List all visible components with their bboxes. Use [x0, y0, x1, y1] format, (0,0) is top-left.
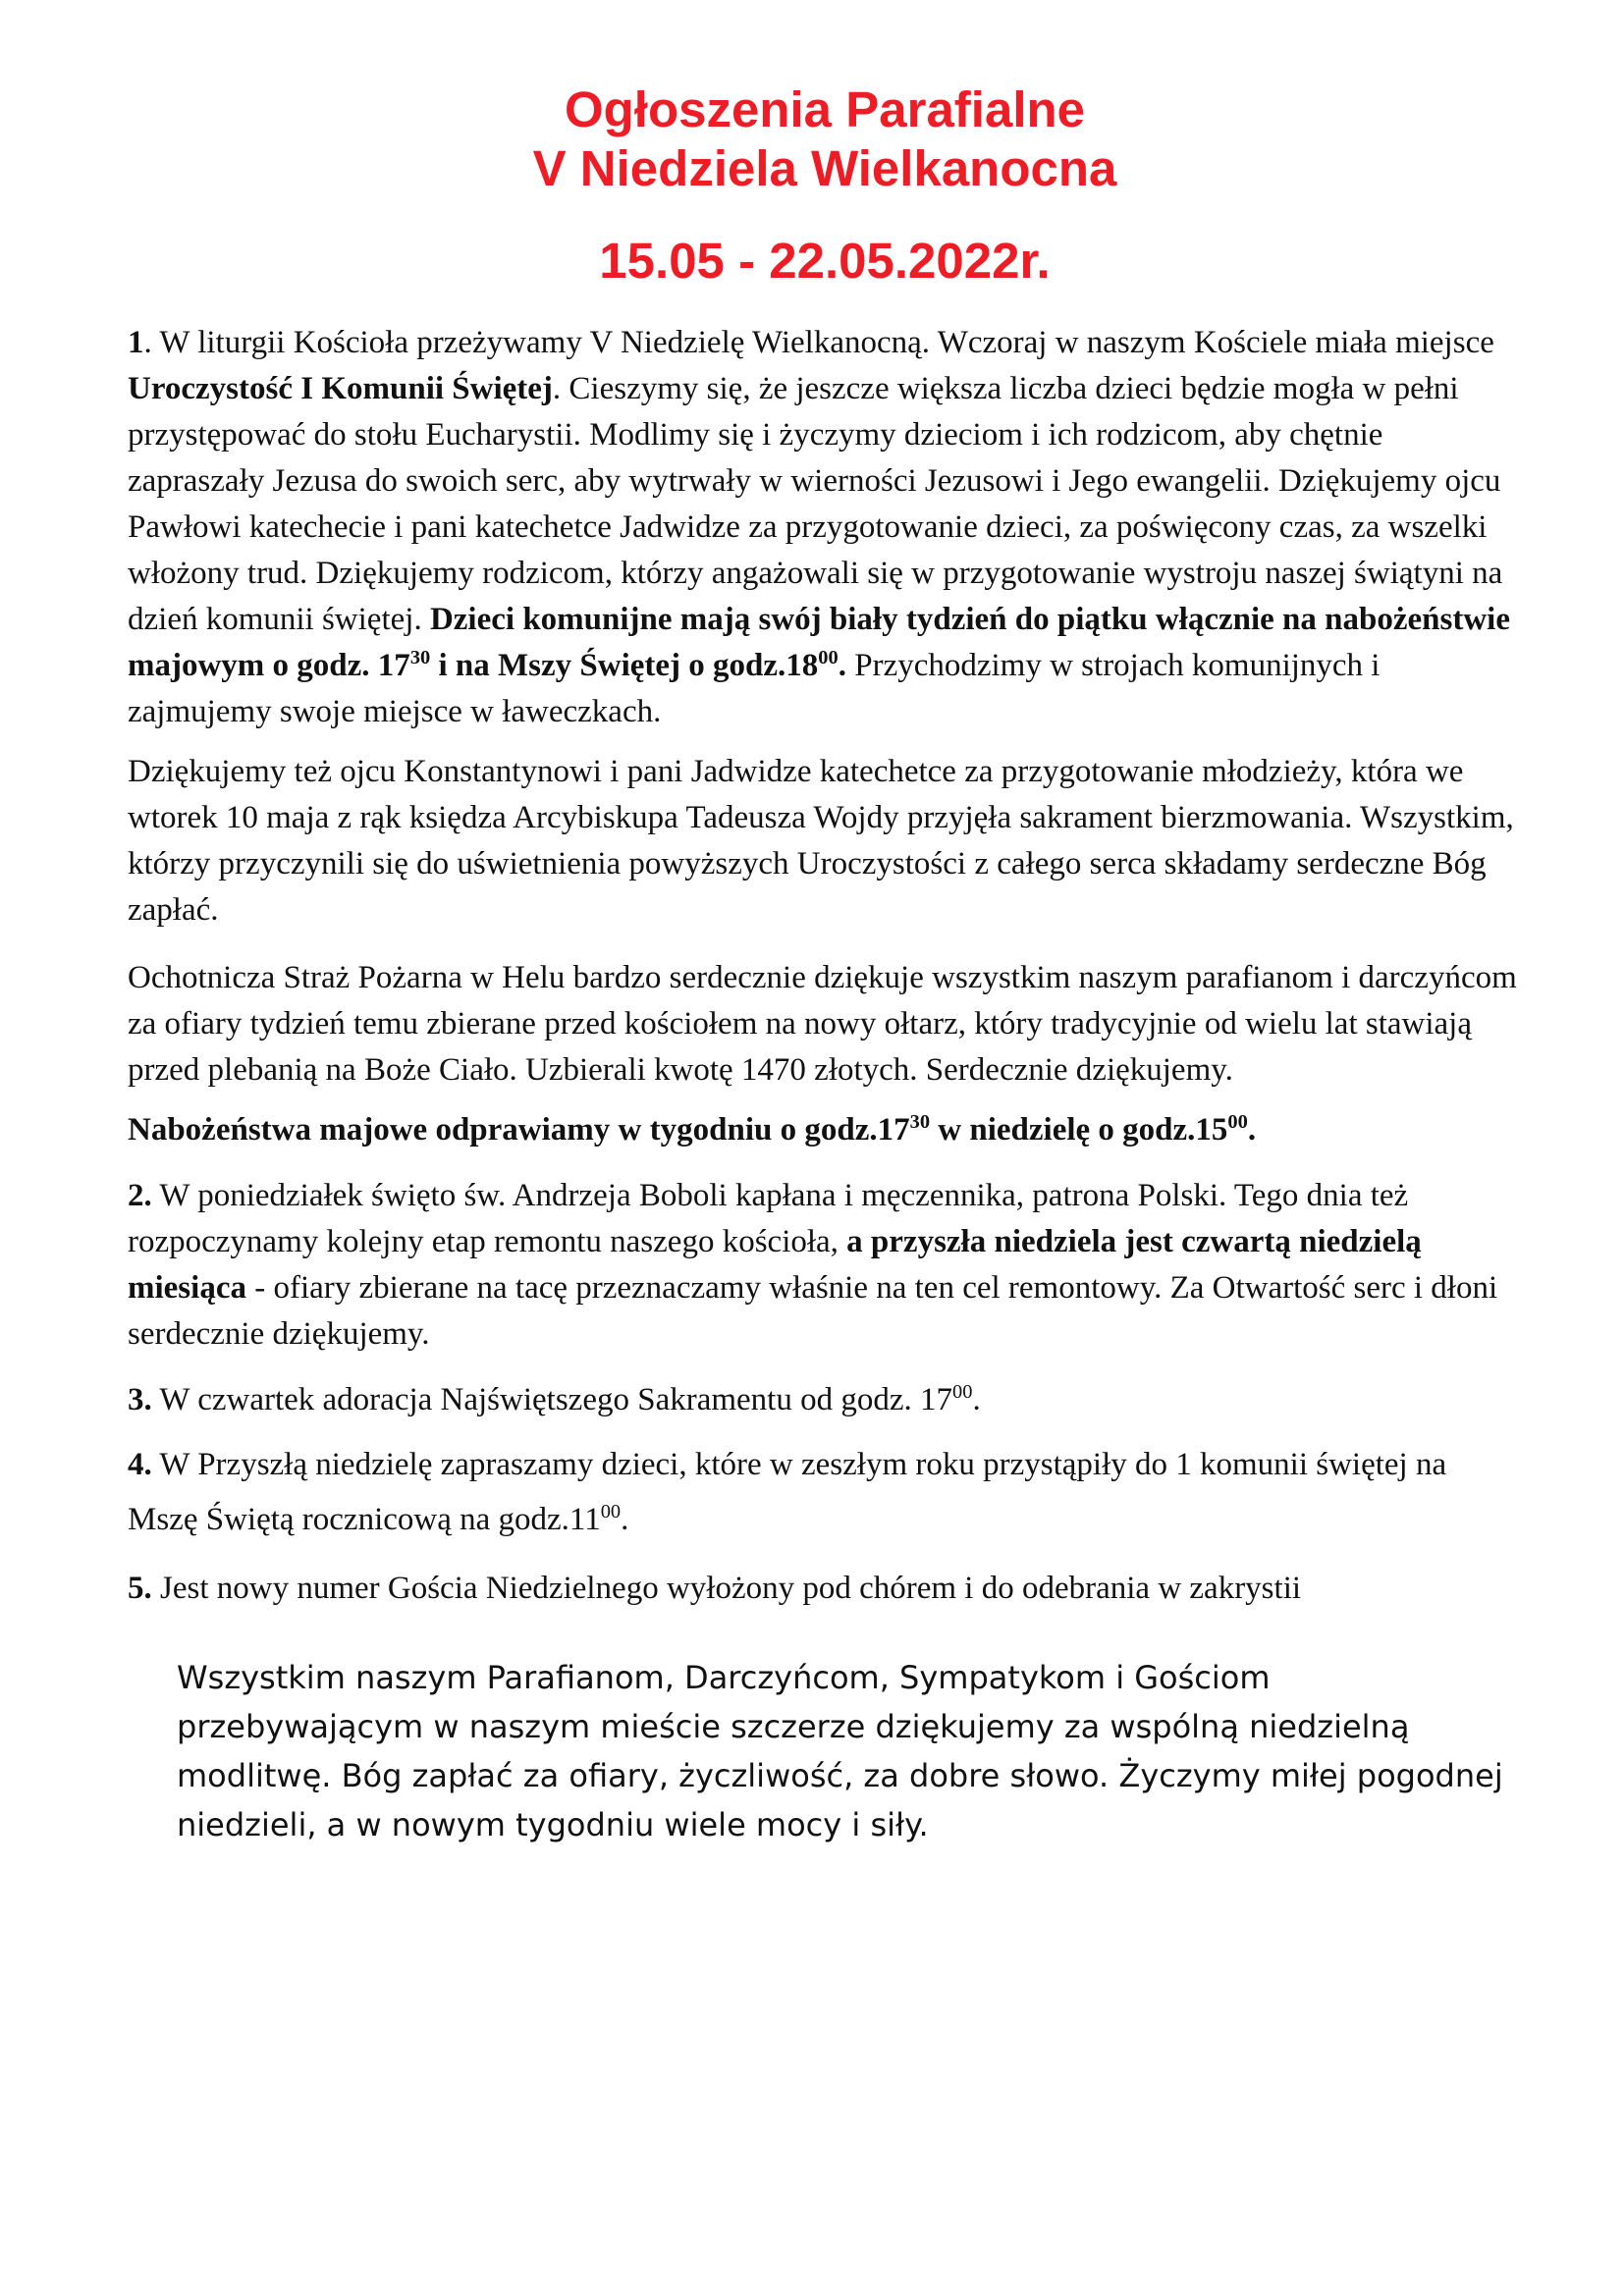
time-superscript: 00: [818, 647, 839, 668]
text: . Cieszymy się, że jeszcze większa liczba dzieci będzie mogła w pełni przystępować do stołu Eucharystii. Modlimy się i życzymy dzieciom i ich rodzicom, aby chętnie zapraszały Jezusa do swoich serc, aby wytrwały w wierności Jezusowi i Jego ewangelii. Dziękujemy ojcu Pawłowi katechecie i pani katechetce Jadwidze za przygotowanie dzieci, za poświęcony czas, za wszelki włożony trud. Dziękujemy rodzicom, którzy angażowali się w przygotowanie wystroju naszej świątyni na dzień komunii świętej.: [128, 371, 1503, 637]
bold-text: i na Mszy Świętej o godz.18: [430, 648, 819, 683]
text: - ofiary zbierane na tacę przeznaczamy właśnie na ten cel remontowy. Za Otwartość serc i dłoni serdecznie dziękujemy.: [128, 1270, 1498, 1352]
page-title: Ogłoszenia Parafialne: [564, 81, 1086, 137]
bold-text: Nabożeństwa majowe odprawiamy w tygodniu o godz.17: [128, 1112, 910, 1148]
closing-greeting: Wszystkim naszym Parafianom, Darczyńcom, Sympatykom i Gościom przebywającym w naszym mieście szczerze dziękujemy za wspólną niedzielną modlitwę. Bóg zapłać za ofiary, życzliwość, za dobre słowo. Życzymy miłej pogodnej niedzieli, a w nowym tygodniu wiele mocy i siły.: [177, 1659, 1503, 1843]
time-superscript: 30: [409, 647, 431, 668]
text: . W liturgii Kościoła przeżywamy V Niedzielę Wielkanocną. Wczoraj w naszym Kościele miała miejsce: [143, 325, 1494, 360]
text: W poniedziałek święto św. Andrzeja Boboli kapłana i męczennika, patrona Polski. Tego dnia też rozpoczynamy kolejny etap remontu naszego kościoła,: [128, 1178, 1409, 1259]
item-number: 5.: [128, 1571, 152, 1606]
page-subtitle: V Niedziela Wielkanocna: [532, 140, 1117, 196]
text: Jest nowy numer Gościa Niedzielnego wyłożony pod chórem i do odebrania w zakrystii: [151, 1571, 1302, 1606]
announcement-2: [128, 1173, 1522, 1358]
bold-text: .: [1247, 1112, 1257, 1148]
time-superscript: 00: [600, 1501, 622, 1522]
bold-text: a przyszła niedziela jest czwartą niedzielą miesiąca: [128, 1224, 1422, 1306]
text: Przychodzimy w strojach komunijnych i zajmujemy swoje miejsce w ławeczkach.: [128, 648, 1380, 729]
text: .: [972, 1382, 981, 1417]
announcement-fire-brigade: Ochotnicza Straż Pożarna w Helu bardzo serdecznie dziękuje wszystkim naszym parafianom i darczyńcom za ofiary tydzień temu zbierane przed kościołem na nowy ołtarz, który tradycyjnie od wielu lat stawiają przed plebanią na Boże Ciało. Uzbierali kwotę 1470 złotych. Serdecznie dziękujemy.: [128, 960, 1517, 1088]
announcement-5: [128, 1561, 1522, 1616]
bold-text: w niedzielę o godz.15: [930, 1112, 1228, 1148]
announcement-1: [128, 320, 1522, 735]
time-superscript: 30: [909, 1111, 931, 1133]
announcement-3: [128, 1377, 1522, 1423]
announcement-thanks-confirmation: Dziękujemy też ojcu Konstantynowi i pani Jadwidze katechetce za przygotowanie młodzieży, która we wtorek 10 maja z rąk księdza Arcybiskupa Tadeusza Wojdy przyjęła sakrament bierzmowania. Wszystkim, którzy przyczynili się do uświetnienia powyższych Uroczystości z całego serca składamy serdeczne Bóg zapłać.: [128, 754, 1514, 928]
text: .: [621, 1502, 629, 1537]
header: [128, 80, 1522, 291]
text: W Przyszłą niedzielę zapraszamy dzieci, które w zeszłym roku przystąpiły do 1 komunii świętej na Mszę Świętą rocznicową na godz.11: [128, 1447, 1447, 1537]
item-number: 1: [128, 325, 144, 360]
item-number: 2.: [128, 1178, 152, 1213]
text: W czwartek adoracja Najświętszego Sakramentu od godz. 17: [151, 1382, 952, 1417]
bold-text: Dzieci komunijne mają swój biały tydzień do piątku włącznie na nabożeństwie majowym o godz. 17: [128, 602, 1510, 683]
announcement-may-services: [128, 1107, 1522, 1153]
bold-text: Uroczystość I Komunii Świętej: [128, 371, 553, 406]
time-superscript: 00: [952, 1381, 973, 1403]
date-range: 15.05 - 22.05.2022r.: [599, 233, 1051, 289]
time-superscript: 00: [1227, 1111, 1248, 1133]
bold-text: .: [838, 648, 846, 683]
announcement-4: [128, 1437, 1522, 1547]
item-number: 4.: [128, 1447, 152, 1482]
item-number: 3.: [128, 1382, 152, 1417]
announcements-body: [128, 320, 1522, 1616]
